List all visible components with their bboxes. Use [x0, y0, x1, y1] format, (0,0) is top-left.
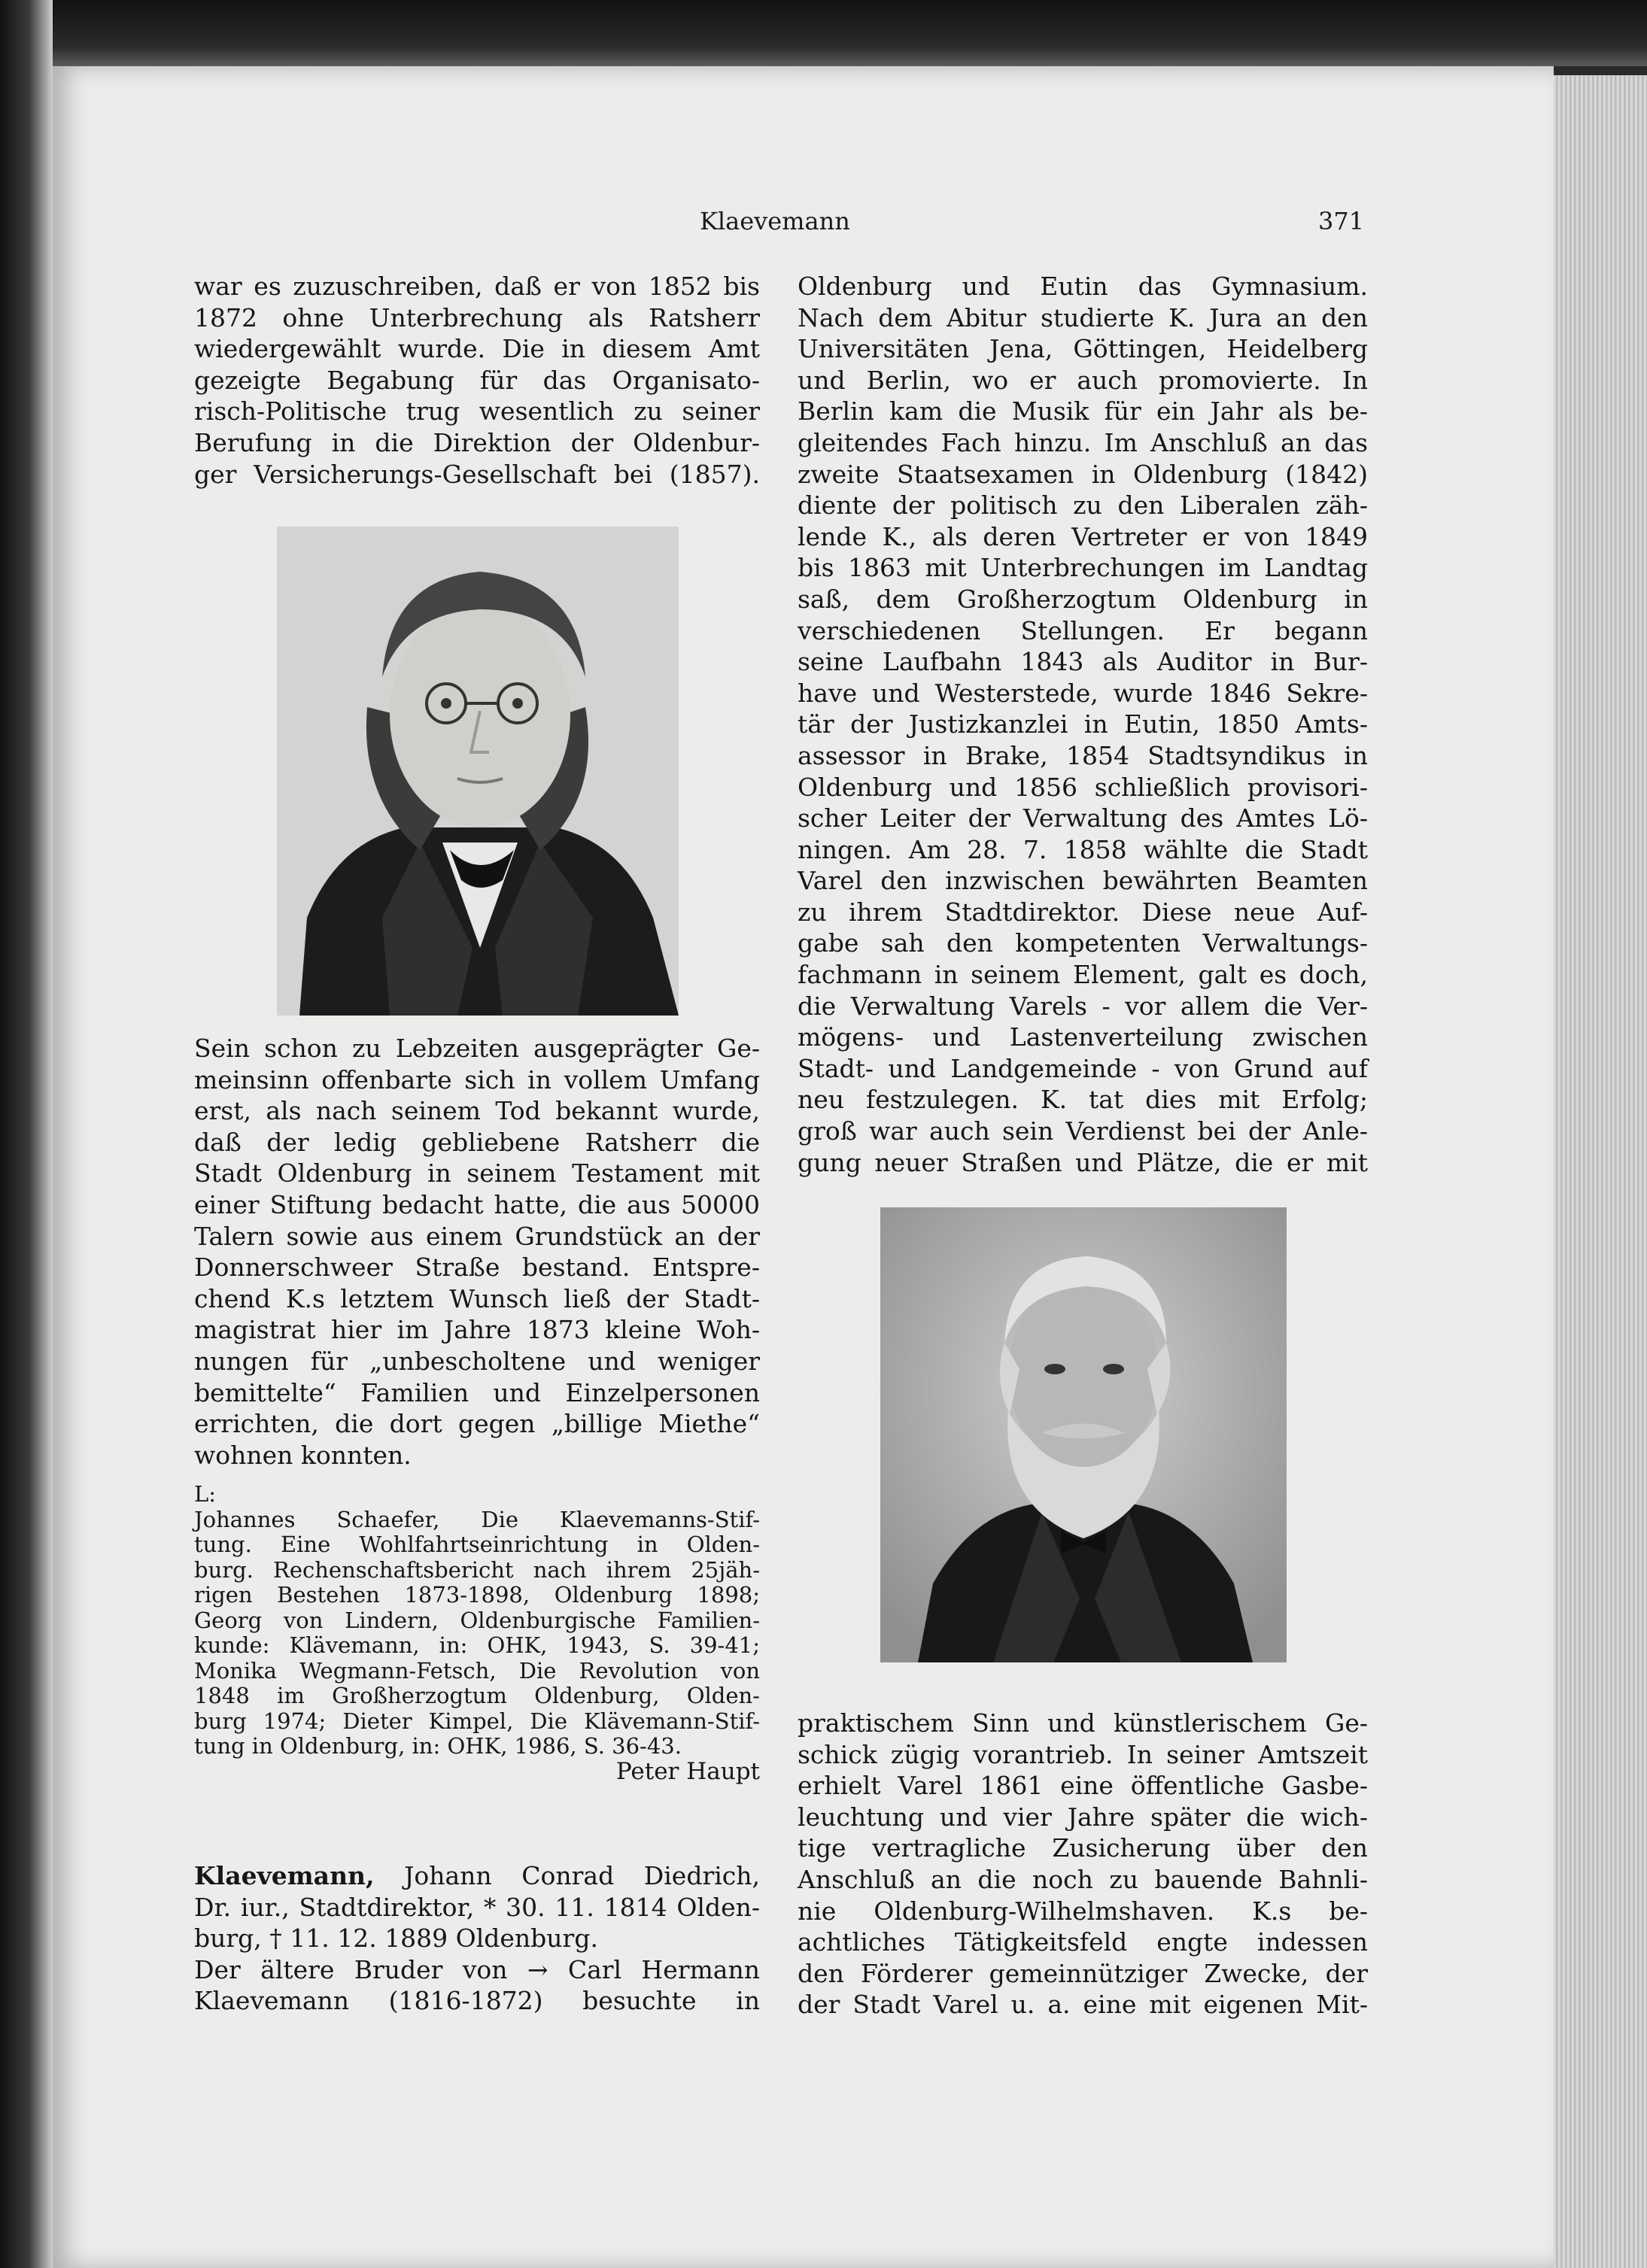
text-line: have und Westerstede, wurde 1846 Sekre-: [798, 678, 1368, 708]
text-line: gabe sah den kompetenten Verwaltungs-: [798, 928, 1368, 958]
text-line: mögens- und Lastenverteilung zwischen: [798, 1022, 1368, 1052]
text-line: fachmann in seinem Element, galt es doch,: [798, 960, 1368, 990]
text-line: der Stadt Varel u. a. eine mit eigenen Mit-: [798, 1990, 1368, 2020]
text-line: groß war auch sein Verdienst bei der Anle-: [798, 1116, 1368, 1146]
literature-line: tung. Eine Wohlfahrtseinrichtung in Olden-: [194, 1532, 760, 1557]
text-line: Anschluß an die noch zu bauende Bahnli-: [798, 1864, 1368, 1894]
text-line: wiedergewählt wurde. Die in diesem Amt: [194, 334, 760, 364]
left-page-edge: [0, 0, 53, 2268]
literature-line: tung in Oldenburg, in: OHK, 1986, S. 36-43.: [194, 1733, 682, 1759]
text-line: Berufung in die Direktion der Oldenbur-: [194, 427, 760, 457]
text-line: errichten, die dort gegen „billige Miethe“: [194, 1409, 760, 1439]
text-line: Oldenburg und Eutin das Gymnasium.: [798, 272, 1368, 301]
text-line: Donnerschweer Straße bestand. Entspre-: [194, 1252, 760, 1283]
text-line: verschiedenen Stellungen. Er begann: [798, 615, 1368, 645]
text-line: lende K., als deren Vertreter er von 1849: [798, 521, 1368, 551]
entry-heading-line: [194, 1860, 760, 1892]
text-line: assessor in Brake, 1854 Stadtsyndikus in: [798, 740, 1368, 770]
text-line: meinsinn offenbarte sich in vollem Umfang: [194, 1064, 760, 1095]
text-line: Dr. iur., Stadtdirektor, * 30. 11. 1814 Olden-: [194, 1892, 760, 1922]
literature-line: 1848 im Großherzogtum Oldenburg, Olden-: [194, 1683, 760, 1708]
text-line: Varel den inzwischen bewährten Beamten: [798, 866, 1368, 896]
page-number: 371: [1318, 207, 1365, 235]
text-line: Oldenburg und 1856 schließlich provisori-: [798, 772, 1368, 802]
literature-line: Monika Wegmann-Fetsch, Die Revolution von: [194, 1657, 760, 1684]
text-line: erst, als nach seinem Tod bekannt wurde,: [194, 1096, 760, 1126]
text-line: die Verwaltung Varels - vor allem die Ver-: [798, 991, 1368, 1021]
text-line: leuchtung und vier Jahre später die wich-: [798, 1802, 1368, 1832]
text-line: seine Laufbahn 1843 als Auditor in Bur-: [798, 647, 1368, 677]
text-line: gleitendes Fach hinzu. Im Anschluß an das: [798, 427, 1368, 457]
portrait-photo-2: [880, 1207, 1287, 1662]
running-header: Klaevemann: [700, 207, 850, 235]
literature-line: rigen Bestehen 1873-1898, Oldenburg 1898;: [194, 1582, 760, 1608]
author-signature: Peter Haupt: [615, 1757, 760, 1785]
text-line: Stadt- und Landgemeinde - von Grund auf: [798, 1053, 1368, 1083]
literature-section: [194, 1482, 760, 1784]
left-column-main-text: [194, 1033, 760, 1471]
text-line: Der ältere Bruder von → Carl Hermann: [194, 1954, 760, 1984]
text-line: nie Oldenburg-Wilhelmshaven. K.s be-: [798, 1896, 1368, 1926]
page-stack-edge: [1554, 75, 1647, 2268]
text-line: magistrat hier im Jahre 1873 kleine Woh-: [194, 1315, 760, 1345]
text-line: nungen für „unbescholtene und weniger: [194, 1346, 760, 1376]
text-line: zweite Staatsexamen in Oldenburg (1842): [798, 459, 1368, 489]
text-line: burg, † 11. 12. 1889 Oldenburg.: [194, 1923, 598, 1954]
text-line: risch-Politische trug wesentlich zu seiner: [194, 396, 760, 427]
right-column-top-text: [798, 271, 1368, 1178]
text-line: war es zuzuschreiben, daß er von 1852 bis: [194, 272, 760, 301]
text-line: saß, dem Großherzogtum Oldenburg in: [798, 584, 1368, 614]
text-line: bis 1863 mit Unterbrechungen im Landtag: [798, 553, 1368, 583]
text-line: den Förderer gemeinnütziger Zwecke, der: [798, 1958, 1368, 1988]
literature-line: burg 1974; Dieter Kimpel, Die Klävemann-Stif-: [194, 1708, 760, 1734]
literature-label: L:: [194, 1481, 217, 1507]
text-line: chend K.s letztem Wunsch ließ der Stadt-: [194, 1283, 760, 1313]
text-line: achtliches Tätigkeitsfeld engte indessen: [798, 1927, 1368, 1957]
text-line: einer Stiftung bedacht hatte, die aus 50000: [194, 1189, 760, 1219]
text-line: wohnen konnten.: [194, 1440, 412, 1470]
text-line: gezeigte Begabung für das Organisato-: [194, 365, 760, 395]
scan-top-shadow: [53, 0, 1647, 66]
new-entry-klaevemann: [194, 1860, 760, 2017]
text-line: tige vertragliche Zusicherung über den: [798, 1833, 1368, 1863]
literature-line: burg. Rechenschaftsbericht nach ihrem 25jäh-: [194, 1556, 760, 1583]
text-line: Universitäten Jena, Göttingen, Heidelberg: [798, 334, 1368, 364]
text-line: und Berlin, wo er auch promovierte. In: [798, 365, 1368, 395]
text-line: bemittelte“ Familien und Einzelpersonen: [194, 1377, 760, 1407]
text-line: erhielt Varel 1861 eine öffentliche Gasbe-: [798, 1771, 1368, 1801]
entry-heading-text: Johann Conrad Diedrich,: [374, 1861, 760, 1890]
right-column-bottom-text: [798, 1708, 1368, 2021]
text-line: praktischem Sinn und künstlerischem Ge-: [798, 1708, 1368, 1738]
literature-line: kunde: Klävemann, in: OHK, 1943, S. 39-41;: [194, 1632, 760, 1658]
literature-line: Johannes Schaefer, Die Klaevemanns-Stif-: [194, 1506, 760, 1532]
text-line: Klaevemann (1816-1872) besuchte in: [194, 1986, 760, 2016]
text-line: gung neuer Straßen und Plätze, die er mit: [798, 1147, 1368, 1177]
entry-name: Klaevemann,: [194, 1861, 375, 1890]
text-line: ger Versicherungs-Gesellschaft bei (1857).: [194, 459, 760, 489]
text-line: neu festzulegen. K. tat dies mit Erfolg;: [798, 1085, 1368, 1115]
text-line: Berlin kam die Musik für ein Jahr als be-: [798, 396, 1368, 427]
text-line: diente der politisch zu den Liberalen zäh-: [798, 490, 1368, 521]
literature-line: Georg von Lindern, Oldenburgische Familien-: [194, 1607, 760, 1633]
text-line: 1872 ohne Unterbrechung als Ratsherr: [194, 302, 760, 332]
text-line: Sein schon zu Lebzeiten ausgeprägter Ge-: [194, 1034, 760, 1063]
text-line: Talern sowie aus einem Grundstück an der: [194, 1221, 760, 1251]
left-column-top-text: [194, 271, 760, 490]
text-line: ningen. Am 28. 7. 1858 wählte die Stadt: [798, 834, 1368, 864]
text-line: tär der Justizkanzlei in Eutin, 1850 Amts-: [798, 709, 1368, 739]
text-line: schick zügig vorantrieb. In seiner Amtszeit: [798, 1739, 1368, 1769]
text-line: daß der ledig gebliebene Ratsherr die: [194, 1127, 760, 1157]
text-line: Stadt Oldenburg in seinem Testament mit: [194, 1158, 760, 1189]
text-line: Nach dem Abitur studierte K. Jura an den: [798, 302, 1368, 332]
portrait-photo-1: [277, 527, 679, 1016]
text-line: zu ihrem Stadtdirektor. Diese neue Auf-: [798, 897, 1368, 927]
text-line: scher Leiter der Verwaltung des Amtes Lö-: [798, 803, 1368, 833]
